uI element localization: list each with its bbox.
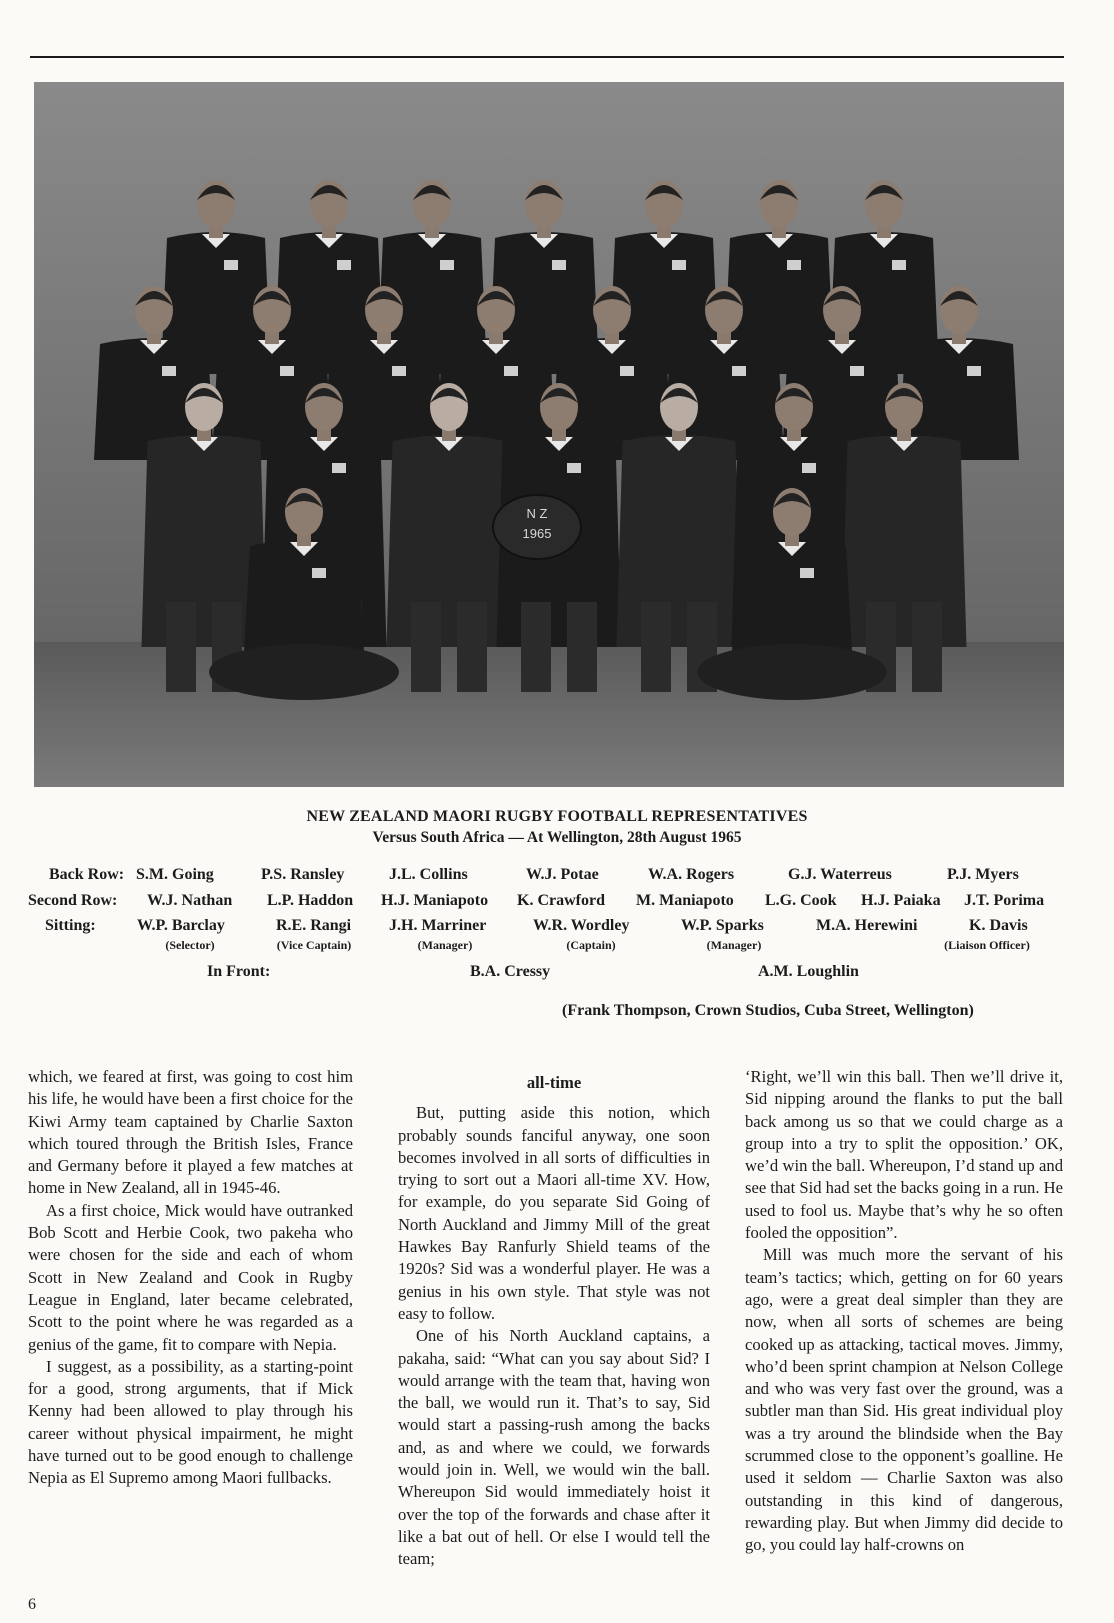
second-row-name: H.J. Paiaka bbox=[861, 892, 941, 909]
column-left bbox=[28, 1066, 353, 1490]
sitting-label: Sitting: bbox=[45, 917, 96, 934]
sitting-name: W.R. Wordley bbox=[533, 917, 630, 934]
paragraph: I suggest, as a possibility, as a starting-point for a good, strong arguments, that if Mick Kenny had been allowed to play through his career without physical impairment, he might have turned out to be good enough to challenge Nepia as El Supremo among Maori fullbacks. bbox=[28, 1356, 353, 1488]
paragraph: Mill was much more the servant of his team’s tactics; which, getting on for 60 years ago, were a great deal simpler than they are now, when all sorts of schemes are being cooked up as attacking, tactical moves. Jimmy, who’d been sprint champion at Nelson College and who was very fast over the ground, was a subtler man than Sid. His great individual ploy was a try around the blindside when the Bay scrummed close to the opponent’s goalline. He used it seldom — Charlie Saxton was also outstanding in this kind of dangerous, rewarding play. But when Jimmy did decide to go, you could lay half-crowns on bbox=[745, 1245, 1063, 1555]
second-row-name: J.T. Porima bbox=[964, 892, 1045, 909]
ball-text-line2: 1965 bbox=[522, 526, 552, 541]
sitting-name: R.E. Rangi bbox=[276, 917, 352, 934]
sitting-name: J.H. Marriner bbox=[389, 917, 487, 934]
back-row-name: W.J. Potae bbox=[526, 866, 599, 883]
player-legs bbox=[912, 602, 942, 692]
in-front-name: B.A. Cressy bbox=[470, 963, 551, 980]
sitting-name: W.P. Sparks bbox=[681, 917, 764, 934]
team-photo bbox=[34, 82, 1064, 787]
role-label: (Manager) bbox=[706, 938, 762, 952]
paragraph: which, we feared at first, was going to cost him his life, he would have been a first choice for the Kiwi Army team captained by Charlie Saxton which toured through the British Isles, France and Germany before it played a few matches at home in New Zealand, all in 1945-46. bbox=[28, 1067, 353, 1198]
sitting-name: M.A. Herewini bbox=[816, 917, 918, 934]
second-row-name: W.J. Nathan bbox=[147, 892, 233, 909]
page-number: 6 bbox=[28, 1596, 36, 1613]
role-label: (Selector) bbox=[165, 938, 215, 952]
section-heading: all-time bbox=[526, 1073, 582, 1092]
back-row-name: S.M. Going bbox=[136, 866, 214, 883]
column-middle bbox=[398, 1066, 710, 1571]
player-legs bbox=[521, 602, 551, 692]
back-row-name: J.L. Collins bbox=[389, 866, 468, 883]
paragraph: One of his North Auckland captains, a pakaha, said: “What can you say about Sid? I would arrange with the team that, having won the ball, we would run it. That’s to say, Sid would start a passing-rush among the backs and, as and where we could, we forwards would join in. Well, we would win the ball. Whereupon Sid would immediately hoist it over the top of the forwards and chase after it like a bat out of hell. Or else I would tell the team; bbox=[398, 1326, 710, 1569]
role-label: (Vice Captain) bbox=[276, 938, 352, 952]
caption-subtitle: Versus South Africa — At Wellington, 28th August 1965 bbox=[372, 829, 742, 846]
role-label: (Manager) bbox=[417, 938, 473, 952]
rugby-ball bbox=[493, 495, 581, 559]
in-front-name: A.M. Loughlin bbox=[758, 963, 859, 980]
second-row-name: M. Maniapoto bbox=[636, 892, 734, 909]
paragraph: ‘Right, we’ll win this ball. Then we’ll drive it, Sid nipping around the flanks to put the ball back among us so that we could charge as a group into a try to split the opposition.’ OK, we’d win the ball. Whereupon, I’d stand up and see that Sid had set the backs going in a run. He used to fool us. Maybe that’s why he so often fooled the opposition”. bbox=[745, 1067, 1063, 1243]
player-legs bbox=[457, 602, 487, 692]
role-label: (Liaison Officer) bbox=[944, 938, 1030, 952]
back-row-name: P.S. Ransley bbox=[261, 866, 345, 883]
back-row-label: Back Row: bbox=[49, 866, 125, 883]
player-legs bbox=[641, 602, 671, 692]
player-legs bbox=[411, 602, 441, 692]
player-legs bbox=[567, 602, 597, 692]
top-rule bbox=[30, 56, 1064, 58]
photo-credit: (Frank Thompson, Crown Studios, Cuba Street, Wellington) bbox=[562, 1002, 974, 1019]
paragraph: As a first choice, Mick would have outranked Bob Scott and Herbie Cook, two pakeha who were chosen for the side and each of whom Scott in New Zealand and Cook in Rugby League in England, later became celebrated, Scott to the point where he was regarded as a genius of the game, fit to compare with Nepia. bbox=[28, 1200, 353, 1354]
paragraph: But, putting aside this notion, which probably sounds fanciful anyway, one soon becomes involved in all sorts of difficulties in trying to sort out a Maori all-time XV. How, for example, do you separate Sid Going of North Auckland and Jimmy Mill of the great Hawkes Bay Ranfurly Shield teams of the 1920s? Sid was a wonderful player. He was a genius in his own style. That style was not easy to follow. bbox=[398, 1103, 710, 1323]
crossed-legs bbox=[697, 644, 887, 700]
caption-title: NEW ZEALAND MAORI RUGBY FOOTBALL REPRESENTATIVES bbox=[306, 808, 808, 825]
in-front-label: In Front: bbox=[207, 963, 271, 980]
ball-text-line1: N Z bbox=[526, 506, 548, 521]
column-right bbox=[745, 1066, 1063, 1557]
second-row-name: K. Crawford bbox=[517, 892, 605, 909]
second-row-name: L.G. Cook bbox=[765, 892, 837, 909]
player-legs bbox=[166, 602, 196, 692]
second-row-name: H.J. Maniapoto bbox=[381, 892, 489, 909]
sitting-name: K. Davis bbox=[969, 917, 1028, 934]
back-row-name: W.A. Rogers bbox=[648, 866, 735, 883]
second-row-name: L.P. Haddon bbox=[267, 892, 354, 909]
back-row-name: G.J. Waterreus bbox=[788, 866, 892, 883]
second-row-label: Second Row: bbox=[28, 892, 118, 909]
sitting-name: W.P. Barclay bbox=[137, 917, 225, 934]
team-photo-illustration bbox=[34, 82, 1064, 787]
role-label: (Captain) bbox=[566, 938, 616, 952]
back-row-name: P.J. Myers bbox=[947, 866, 1019, 883]
crossed-legs bbox=[209, 644, 399, 700]
